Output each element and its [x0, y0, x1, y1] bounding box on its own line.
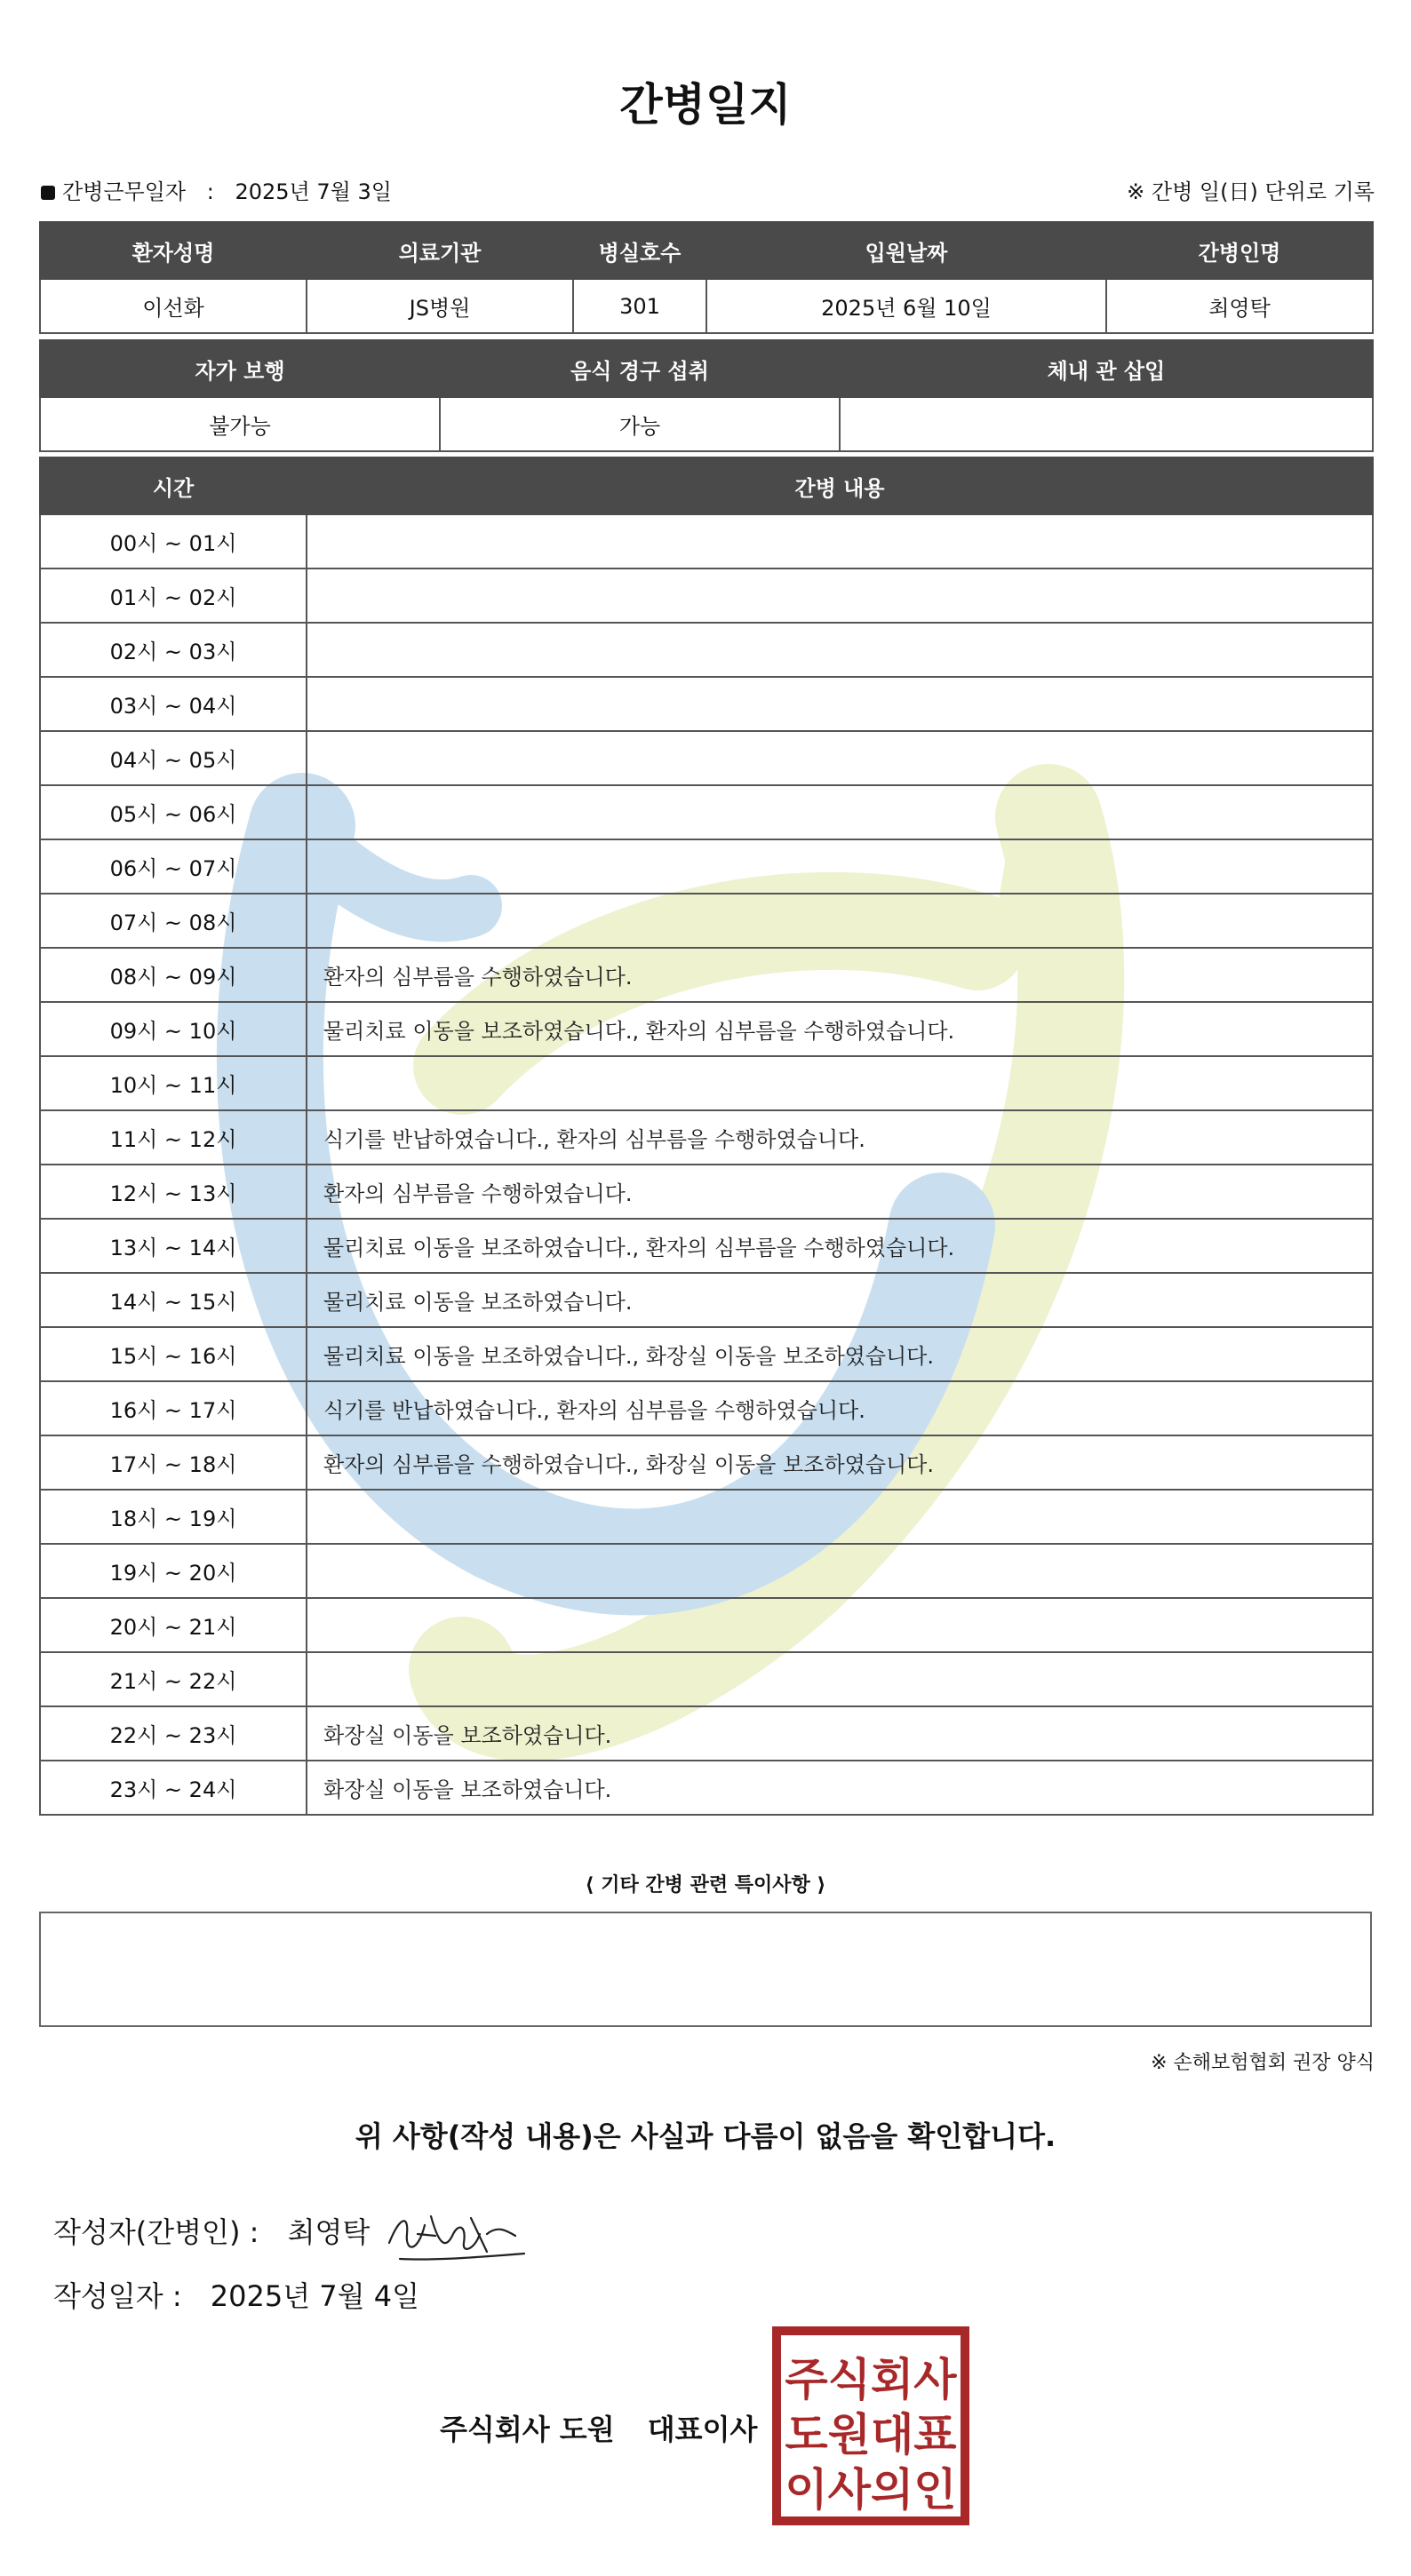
- row-content: 물리치료 이동을 보조하였습니다.: [307, 1273, 1373, 1327]
- row-time: 07시 ~ 08시: [40, 894, 307, 948]
- table-row: [40, 1219, 1373, 1273]
- row-content: [307, 1056, 1373, 1110]
- patient-info-table: [39, 221, 1374, 334]
- written-date-label: 작성일자 :: [53, 2279, 182, 2313]
- care-log-table: [39, 457, 1374, 1816]
- tube-insertion: [840, 397, 1373, 451]
- row-content: [307, 785, 1373, 839]
- header-room: 병실호수: [573, 222, 706, 279]
- unit-note: ※ 간병 일(日) 단위로 기록: [1127, 179, 1375, 204]
- work-date-value: 2025년 7월 3일: [235, 179, 392, 204]
- table-row: [40, 1381, 1373, 1435]
- table-row: [40, 1165, 1373, 1219]
- author-label: 작성자(간병인) :: [53, 2215, 259, 2249]
- table-row: [40, 1327, 1373, 1381]
- table-row: [40, 731, 1373, 785]
- header-tube-insertion: 체내 관 삽입: [840, 340, 1373, 397]
- row-content: 물리치료 이동을 보조하였습니다., 화장실 이동을 보조하였습니다.: [307, 1327, 1373, 1381]
- row-time: 15시 ~ 16시: [40, 1327, 307, 1381]
- work-date-label: 간병근무일자: [62, 179, 187, 204]
- table-row: [40, 1110, 1373, 1165]
- row-time: 20시 ~ 21시: [40, 1598, 307, 1652]
- self-walking: 불가능: [40, 397, 440, 451]
- row-content: 화장실 이동을 보조하였습니다.: [307, 1706, 1373, 1761]
- header-time: 시간: [40, 457, 307, 514]
- notes-box: [39, 1912, 1372, 2027]
- row-content: [307, 1598, 1373, 1652]
- table-row: [40, 1761, 1373, 1815]
- hospital: JS병원: [307, 279, 573, 333]
- row-time: 19시 ~ 20시: [40, 1544, 307, 1598]
- row-time: 11시 ~ 12시: [40, 1110, 307, 1165]
- row-time: 01시 ~ 02시: [40, 568, 307, 623]
- table-row: [40, 514, 1373, 568]
- form-footnote: ※ 손해보험협회 권장 양식: [1151, 2052, 1375, 2074]
- row-content: 식기를 반납하였습니다., 환자의 심부름을 수행하였습니다.: [307, 1381, 1373, 1435]
- row-content: [307, 1652, 1373, 1706]
- row-time: 06시 ~ 07시: [40, 839, 307, 894]
- author-line: [53, 2210, 370, 2251]
- row-time: 18시 ~ 19시: [40, 1490, 307, 1544]
- table-row: [40, 1002, 1373, 1056]
- company-role: 대표이사: [647, 2413, 758, 2446]
- header-oral-intake: 음식 경구 섭취: [440, 340, 840, 397]
- row-time: 10시 ~ 11시: [40, 1056, 307, 1110]
- table-row: [40, 894, 1373, 948]
- row-content: 환자의 심부름을 수행하였습니다., 화장실 이동을 보조하였습니다.: [307, 1435, 1373, 1490]
- company-seal: [771, 2326, 970, 2526]
- row-time: 04시 ~ 05시: [40, 731, 307, 785]
- table-row: [40, 677, 1373, 731]
- row-content: 환자의 심부름을 수행하였습니다.: [307, 948, 1373, 1002]
- patient-status-table: [39, 339, 1374, 452]
- row-time: 00시 ~ 01시: [40, 514, 307, 568]
- table-row: [40, 1706, 1373, 1761]
- row-time: 09시 ~ 10시: [40, 1002, 307, 1056]
- table-row: [40, 785, 1373, 839]
- table-row: [40, 1056, 1373, 1110]
- header-admission-date: 입원날짜: [706, 222, 1106, 279]
- company-line: [440, 2407, 757, 2448]
- table-row: [40, 1435, 1373, 1490]
- admission-date: 2025년 6월 10일: [706, 279, 1106, 333]
- table-row: [40, 1273, 1373, 1327]
- row-content: [307, 623, 1373, 677]
- table-row: [40, 839, 1373, 894]
- row-content: 물리치료 이동을 보조하였습니다., 환자의 심부름을 수행하였습니다.: [307, 1219, 1373, 1273]
- row-time: 13시 ~ 14시: [40, 1219, 307, 1273]
- row-time: 12시 ~ 13시: [40, 1165, 307, 1219]
- row-content: 환자의 심부름을 수행하였습니다.: [307, 1165, 1373, 1219]
- table-row: [40, 1490, 1373, 1544]
- signature: [382, 2198, 533, 2270]
- author-name: 최영탁: [287, 2215, 371, 2249]
- written-date-line: [53, 2274, 419, 2315]
- row-time: 23시 ~ 24시: [40, 1761, 307, 1815]
- header-caregiver: 간병인명: [1106, 222, 1373, 279]
- row-content: [307, 568, 1373, 623]
- row-time: 16시 ~ 17시: [40, 1381, 307, 1435]
- patient-name: 이선화: [40, 279, 307, 333]
- header-patient-name: 환자성명: [40, 222, 307, 279]
- table-row: [40, 568, 1373, 623]
- header-self-walking: 자가 보행: [40, 340, 440, 397]
- room-number: 301: [573, 279, 706, 333]
- written-date-value: 2025년 7월 4일: [210, 2279, 420, 2313]
- row-time: 03시 ~ 04시: [40, 677, 307, 731]
- row-content: [307, 1544, 1373, 1598]
- company-name: 주식회사 도원: [440, 2413, 615, 2446]
- page-title: 간병일지: [619, 79, 792, 131]
- work-date: [41, 174, 392, 205]
- seal-line-1: 주식회사: [785, 2354, 957, 2405]
- row-content: [307, 839, 1373, 894]
- table-row: [40, 1598, 1373, 1652]
- row-time: 02시 ~ 03시: [40, 623, 307, 677]
- caregiver-name: 최영탁: [1106, 279, 1373, 333]
- header-hospital: 의료기관: [307, 222, 573, 279]
- row-time: 21시 ~ 22시: [40, 1652, 307, 1706]
- header-care-content: 간병 내용: [307, 457, 1373, 514]
- row-content: [307, 894, 1373, 948]
- row-time: 08시 ~ 09시: [40, 948, 307, 1002]
- table-row: [40, 1652, 1373, 1706]
- table-row: [40, 1544, 1373, 1598]
- row-content: [307, 1490, 1373, 1544]
- seal-line-3: 이사의인: [785, 2464, 957, 2516]
- confirmation-statement: 위 사항(작성 내용)은 사실과 다름이 없음을 확인합니다.: [355, 2119, 1056, 2153]
- oral-intake: 가능: [440, 397, 840, 451]
- row-content: 물리치료 이동을 보조하였습니다., 환자의 심부름을 수행하였습니다.: [307, 1002, 1373, 1056]
- work-date-sep: :: [206, 179, 214, 204]
- row-content: [307, 731, 1373, 785]
- row-time: 14시 ~ 15시: [40, 1273, 307, 1327]
- square-bullet-icon: [41, 186, 55, 200]
- notes-label: ⟨ 기타 간병 관련 특이사항 ⟩: [585, 1874, 826, 1896]
- row-time: 17시 ~ 18시: [40, 1435, 307, 1490]
- seal-line-2: 도원대표: [785, 2409, 957, 2461]
- row-time: 05시 ~ 06시: [40, 785, 307, 839]
- table-row: [40, 623, 1373, 677]
- row-content: [307, 514, 1373, 568]
- row-time: 22시 ~ 23시: [40, 1706, 307, 1761]
- row-content: 화장실 이동을 보조하였습니다.: [307, 1761, 1373, 1815]
- row-content: [307, 677, 1373, 731]
- table-row: [40, 948, 1373, 1002]
- row-content: 식기를 반납하였습니다., 환자의 심부름을 수행하였습니다.: [307, 1110, 1373, 1165]
